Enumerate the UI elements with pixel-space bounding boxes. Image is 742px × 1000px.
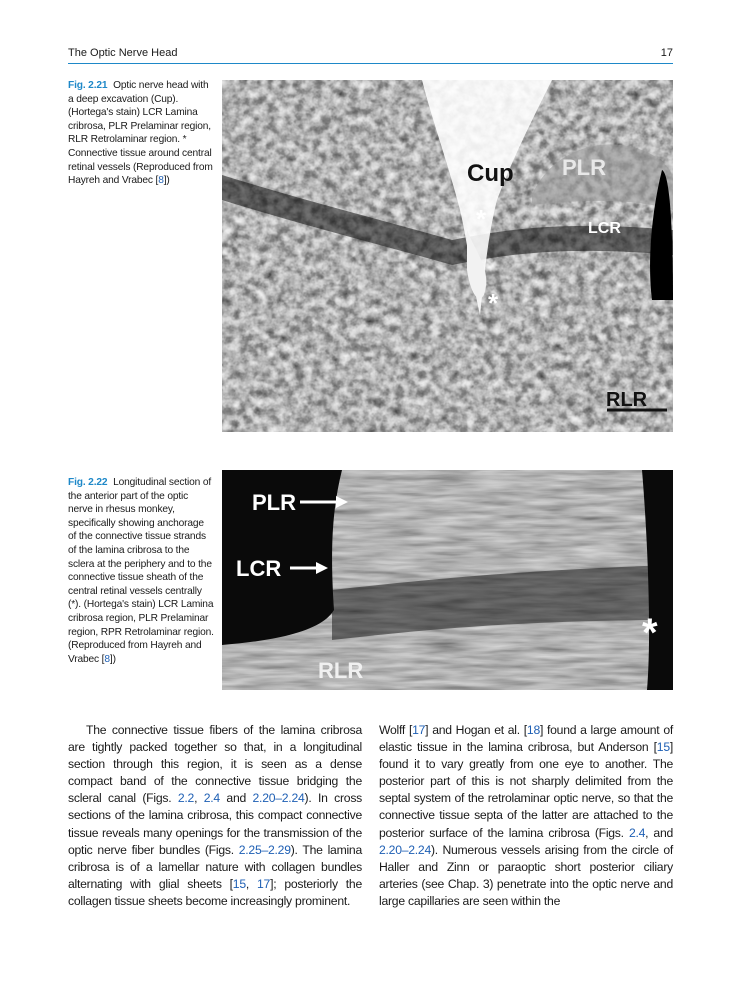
figure-link[interactable]: 2.20–2.24 xyxy=(379,842,431,857)
body-text: , xyxy=(245,876,257,891)
figure-link[interactable]: 2.2 xyxy=(177,791,195,806)
body-text: ] found it to vary greatly from one eye to another. The posterior part of this is not sharply delimited from the septal system of the retrolaminar optic nerve, so that the connective tissue septa of the latter are attached to the posterior surface of the lamina cribrosa (Figs. xyxy=(379,740,673,840)
body-text: , and xyxy=(645,825,673,840)
caption-text: Optic nerve head with a deep excavation (Cup). (Hortega's stain) LCR Lamina cribrosa, PLR Prelaminar region, RLR Retrolaminar region. * Connective tissue around central retinal vessels (Reproduced from Hayreh and Vrabec [ xyxy=(68,80,213,187)
body-text: ]; posteriorly the collagen tissue sheets become increasingly prominent. xyxy=(68,876,362,908)
citation-link[interactable]: 8 xyxy=(104,653,110,665)
label-cup: Cup xyxy=(467,160,514,187)
page-header xyxy=(68,47,673,63)
body-text: ). Numerous vessels arising from the circle of Haller and Zinn or paraoptic short posterior ciliary arteries (see Chap. 3) penetrate into the optic nerve and large capillaries are seen within the xyxy=(379,842,673,908)
body-text: The connective tissue fibers of the lamina cribrosa are tightly packed together so that, in a longitudinal section through this region, it is seen as a dense compact band of the connective tissue bridging the scleral canal (Figs. xyxy=(68,723,362,806)
running-title: The Optic Nerve Head xyxy=(68,47,178,59)
caption-text: Longitudinal section of the anterior part of the optic nerve in rhesus monkey, specifically showing anchorage of the connective tissue strands of the lamina cribrosa to the sclera at the periphery and to the connective tissue sheath of the central retinal vessels centrally (*). (Hortega's stain) LCR Lamina cribrosa region, PLR Prelaminar region, RPR Retrolaminar region. (Reproduced from Hayreh and Vrabec [ xyxy=(68,477,214,665)
asterisk-marker: * xyxy=(642,611,658,655)
label-plr: PLR xyxy=(252,490,296,515)
citation-link[interactable]: 17 xyxy=(412,723,426,737)
body-text: Wolff [ xyxy=(379,723,413,737)
citation-link[interactable]: 17 xyxy=(257,876,271,891)
figure-2-22-micrograph xyxy=(222,470,673,690)
body-column-left xyxy=(68,722,362,910)
body-text: ). In cross sections of the lamina cribrosa, this compact connective tissue reveals many openings for the transmission of the optic nerve fiber bundles (Figs. xyxy=(68,791,363,857)
asterisk-marker: * xyxy=(476,204,487,234)
body-text: ). The lamina cribrosa is of a lamellar nature with collagen bundles alternating with glial sheets [ xyxy=(68,842,362,891)
label-plr: PLR xyxy=(562,155,606,180)
asterisk-marker: * xyxy=(488,288,499,318)
caption-text: ]) xyxy=(163,175,170,187)
caption-text: ]) xyxy=(109,653,116,665)
figure-link[interactable]: 2.4 xyxy=(628,825,646,840)
label-lcr: LCR xyxy=(588,220,621,237)
citation-link[interactable]: 18 xyxy=(526,723,540,737)
micrograph-image xyxy=(222,470,673,690)
label-rlr: RLR xyxy=(606,389,648,411)
body-text: ] and Hogan et al. [ xyxy=(425,723,527,737)
micrograph-image xyxy=(222,80,673,432)
label-rlr: RLR xyxy=(318,658,364,683)
body-column-right xyxy=(379,722,673,910)
body-text: ] found a large amount of elastic tissue in the lamina cribrosa, but Anderson [ xyxy=(379,723,674,755)
figure-link[interactable]: 2.4 xyxy=(203,791,220,806)
page-number: 17 xyxy=(660,47,673,59)
citation-link[interactable]: 15 xyxy=(232,876,246,891)
figure-2-21-micrograph xyxy=(222,80,673,432)
figure-label: Fig. 2.21 xyxy=(68,80,108,91)
citation-link[interactable]: 15 xyxy=(656,740,670,755)
figure-link[interactable]: 2.20–2.24 xyxy=(252,791,305,806)
header-rule xyxy=(68,63,673,64)
label-lcr: LCR xyxy=(236,556,282,581)
figure-link[interactable]: 2.25–2.29 xyxy=(238,842,291,857)
citation-link[interactable]: 8 xyxy=(158,175,164,187)
figure-2-22-caption xyxy=(68,476,214,666)
figure-label: Fig. 2.22 xyxy=(68,477,108,488)
figure-2-21-caption xyxy=(68,79,214,188)
body-text: , xyxy=(194,791,204,806)
body-text: and xyxy=(219,791,253,806)
